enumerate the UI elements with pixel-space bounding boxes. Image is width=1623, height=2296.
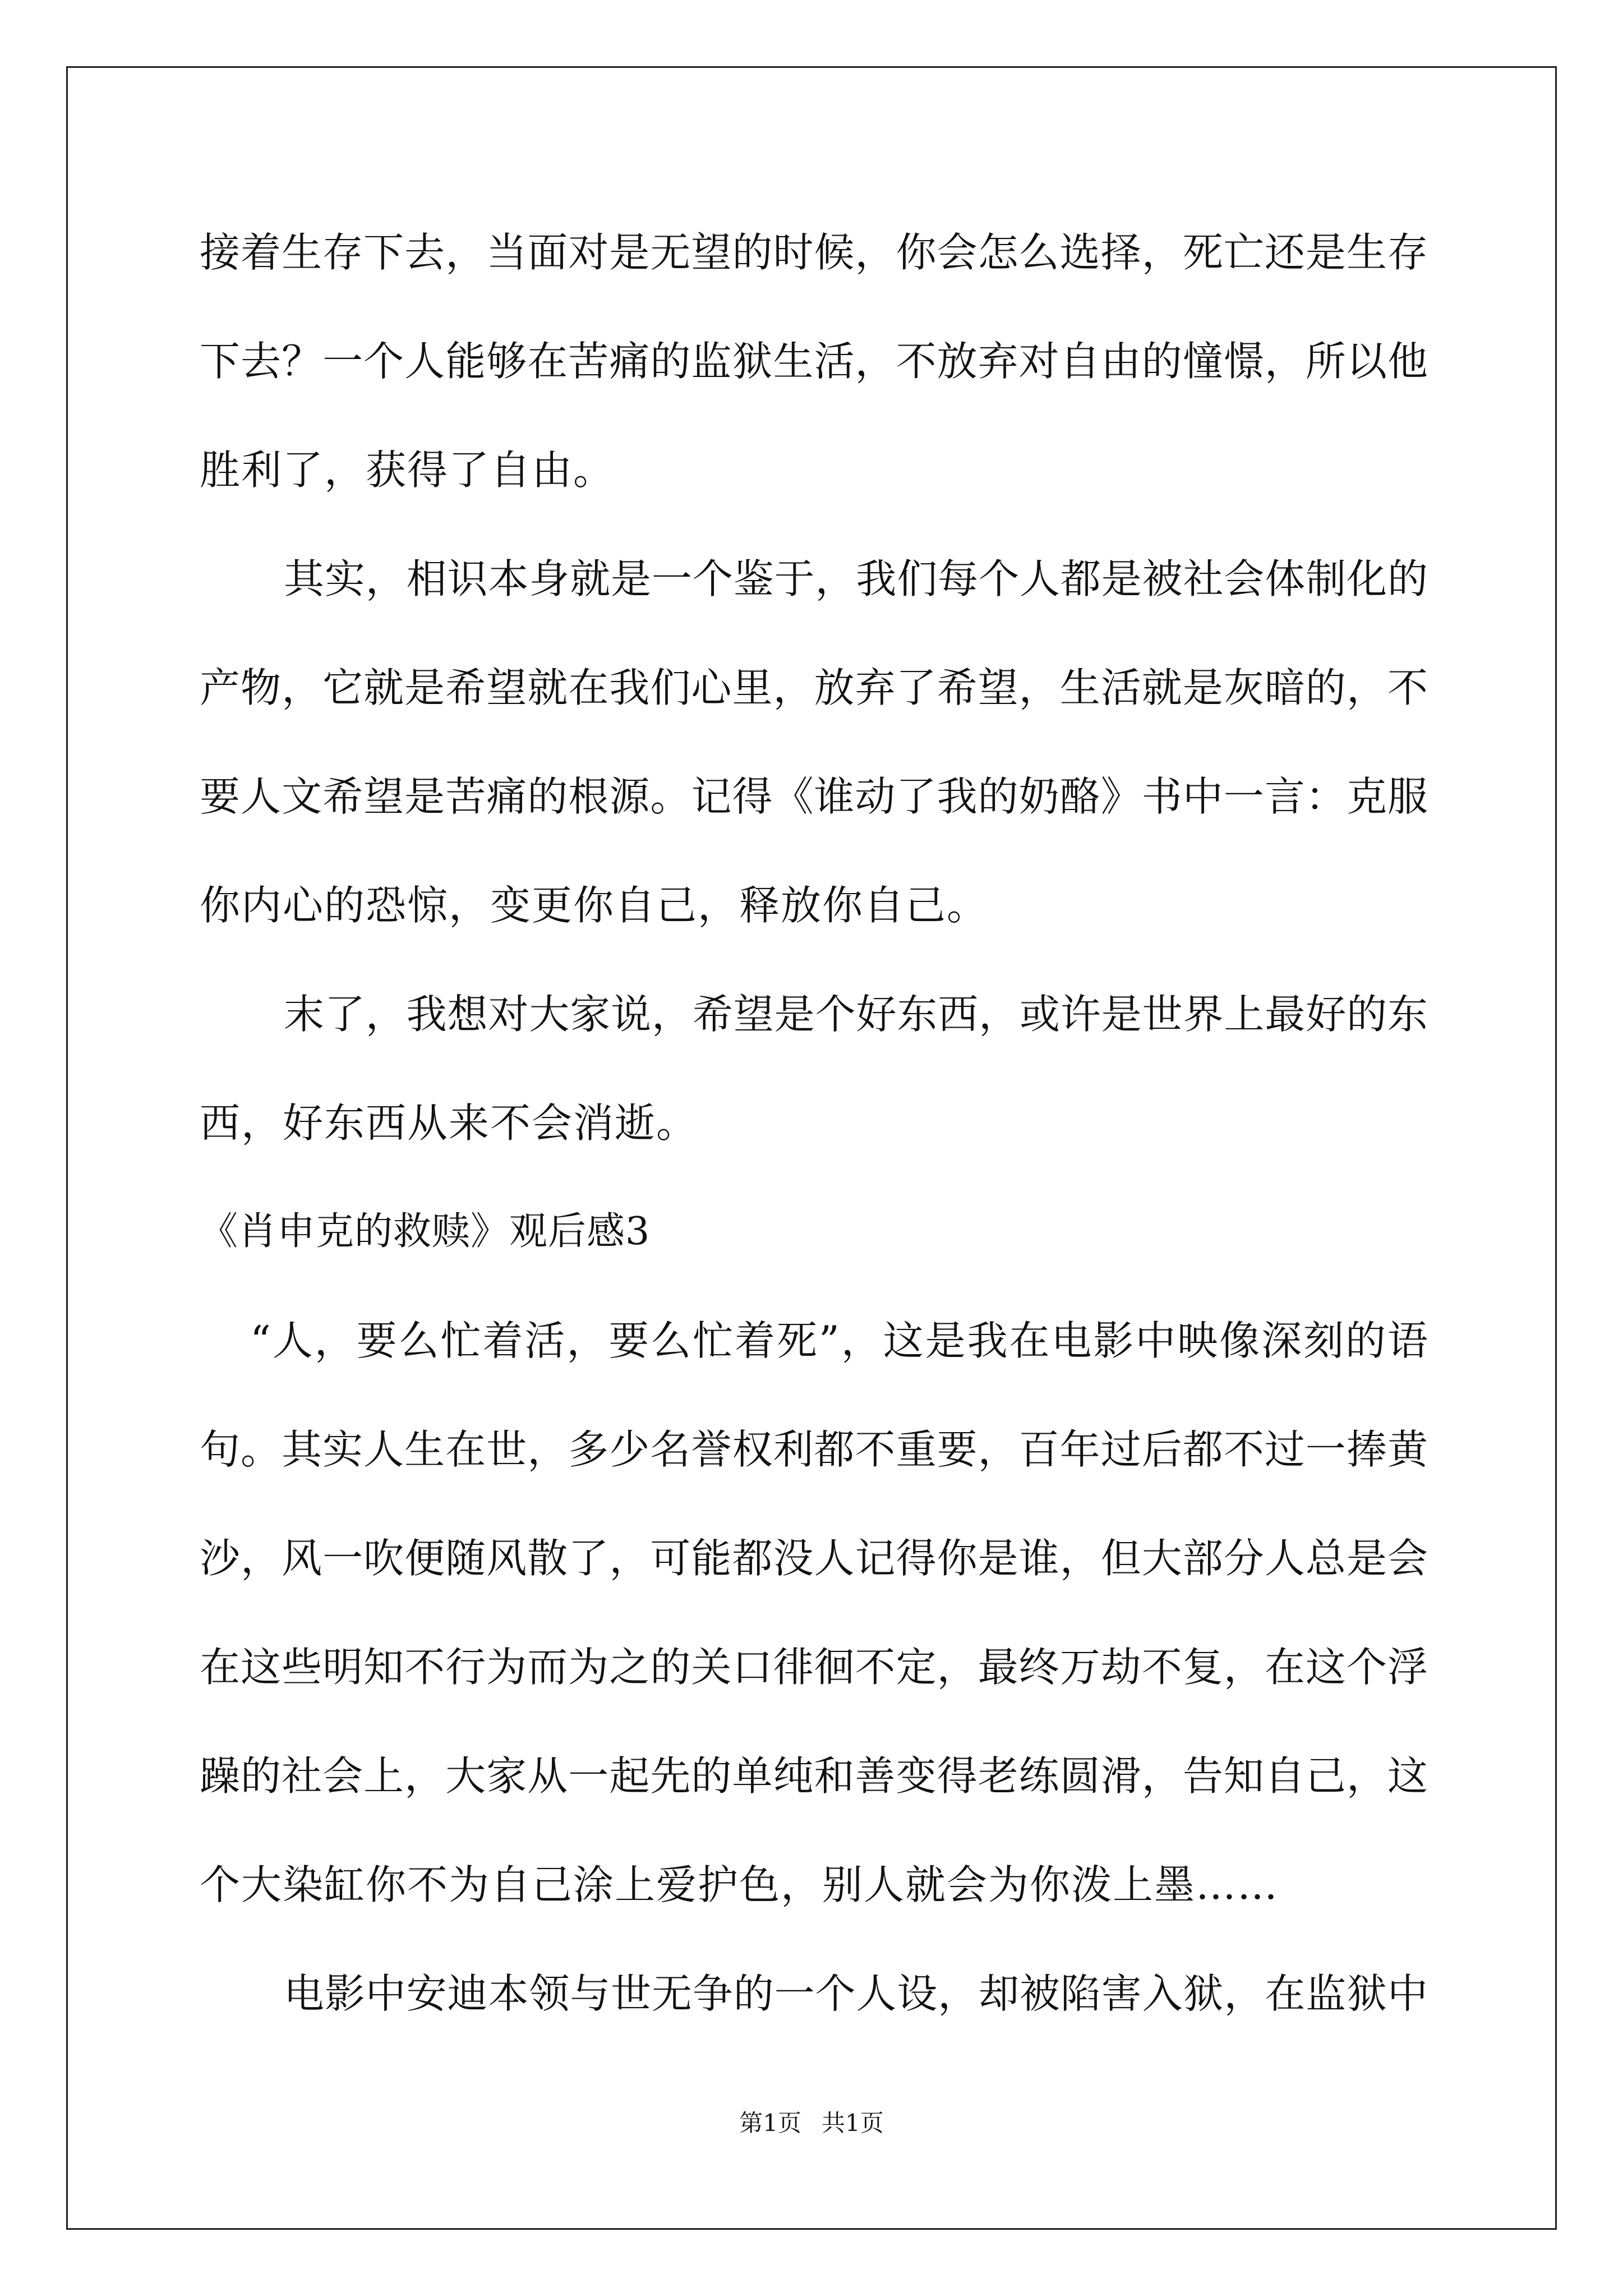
page-number: 第1页 bbox=[739, 2109, 801, 2137]
paragraph-start-line: 其实，相识本身就是一个鉴于，我们每个人都是被社会体制化的 bbox=[284, 555, 1428, 602]
text-line: 躁的社会上，大家从一起先的单纯和善变得老练圆滑，告知自己，这 bbox=[200, 1752, 1428, 1800]
text-line: 下去？一个人能够在苦痛的监狱生活，不放弃对自由的憧憬，所以他 bbox=[200, 338, 1428, 385]
paragraph-start-line: “人，要么忙着活，要么忙着死”，这是我在电影中映像深刻的语 bbox=[250, 1317, 1428, 1364]
page-total: 共1页 bbox=[822, 2109, 884, 2137]
text-line: 西，好东西从来不会消逝。 bbox=[200, 1099, 698, 1147]
text-line: 要人文希望是苦痛的根源。记得《谁动了我的奶酪》书中一言：克服 bbox=[200, 773, 1428, 820]
paragraph-start-line: 电影中安迪本领与世无争的一个人设，却被陷害入狱，在监狱中 bbox=[284, 1970, 1428, 2017]
document-body bbox=[200, 219, 1428, 2069]
section-heading: 《肖申克的救赎》观后感3 bbox=[200, 1209, 651, 1254]
text-line: 个大染缸你不为自己涂上爱护色，别人就会为你泼上墨…… bbox=[200, 1861, 1279, 1908]
page-footer bbox=[0, 2105, 1623, 2138]
text-line: 你内心的恐惊，变更你自己，释放你自己。 bbox=[200, 882, 989, 929]
text-line: 在这些明知不行为而为之的关口徘徊不定，最终万劫不复，在这个浮 bbox=[200, 1644, 1428, 1691]
paragraph-start-line: 末了，我想对大家说，希望是个好东西，或许是世界上最好的东 bbox=[284, 991, 1428, 1038]
text-line: 接着生存下去，当面对是无望的时候，你会怎么选择，死亡还是生存 bbox=[200, 229, 1428, 276]
text-line: 胜利了，获得了自由。 bbox=[200, 447, 615, 494]
text-line: 产物，它就是希望就在我们心里，放弃了希望，生活就是灰暗的，不 bbox=[200, 664, 1428, 711]
text-line: 句。其实人生在世，多少名誉权利都不重要，百年过后都不过一捧黄 bbox=[200, 1426, 1428, 1473]
text-line: 沙，风一吹便随风散了，可能都没人记得你是谁，但大部分人总是会 bbox=[200, 1535, 1428, 1582]
